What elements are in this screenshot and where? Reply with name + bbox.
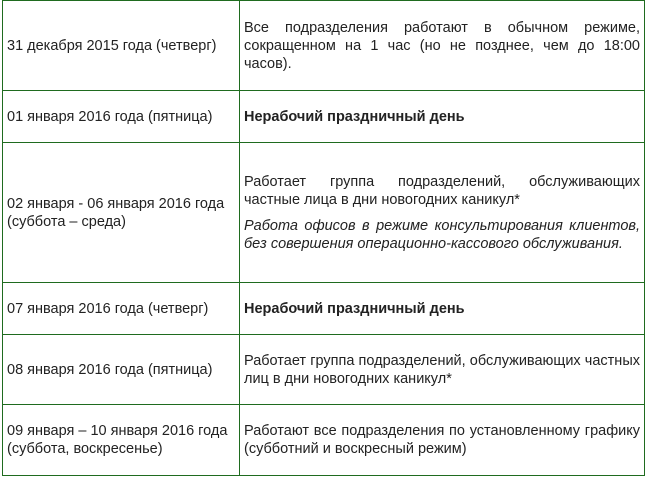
holiday-text: Нерабочий праздничный день xyxy=(244,300,465,317)
description-text: Работает группа подразделений, обслуживающих частные лица в дни новогодних каникул* xyxy=(244,173,640,208)
date-cell: 02 января - 06 января 2016 года (суббота – среда) xyxy=(3,143,240,283)
description-cell xyxy=(240,1,645,91)
description-text: Все подразделения работают в обычном режиме, сокращенном на 1 час (но не позднее, чем до 18:00 часов). xyxy=(244,19,640,72)
table-row xyxy=(3,143,645,283)
date-cell: 31 декабря 2015 года (четверг) xyxy=(3,1,240,91)
schedule-table xyxy=(2,0,645,476)
description-cell xyxy=(240,143,645,283)
table-row xyxy=(3,283,645,335)
description-cell xyxy=(240,335,645,405)
description-cell xyxy=(240,283,645,335)
table-row xyxy=(3,335,645,405)
description-text: Работают все подразделения по установленному графику (субботний и воскресный режим) xyxy=(244,423,640,457)
date-cell: 07 января 2016 года (четверг) xyxy=(3,283,240,335)
description-cell xyxy=(240,405,645,476)
table-row xyxy=(3,91,645,143)
date-cell: 01 января 2016 года (пятница) xyxy=(3,91,240,143)
description-cell xyxy=(240,91,645,143)
date-cell: 08 января 2016 года (пятница) xyxy=(3,335,240,405)
holiday-text: Нерабочий праздничный день xyxy=(244,108,465,125)
date-cell: 09 января – 10 января 2016 года (суббота, воскресенье) xyxy=(3,405,240,476)
description-text: Работает группа подразделений, обслуживающих частных лиц в дни новогодних каникул* xyxy=(244,352,640,387)
table-row xyxy=(3,405,645,476)
description-note: Работа офисов в режиме консультирования клиентов, без совершения операционно-кассового обслуживания. xyxy=(244,217,640,252)
table-row xyxy=(3,1,645,91)
